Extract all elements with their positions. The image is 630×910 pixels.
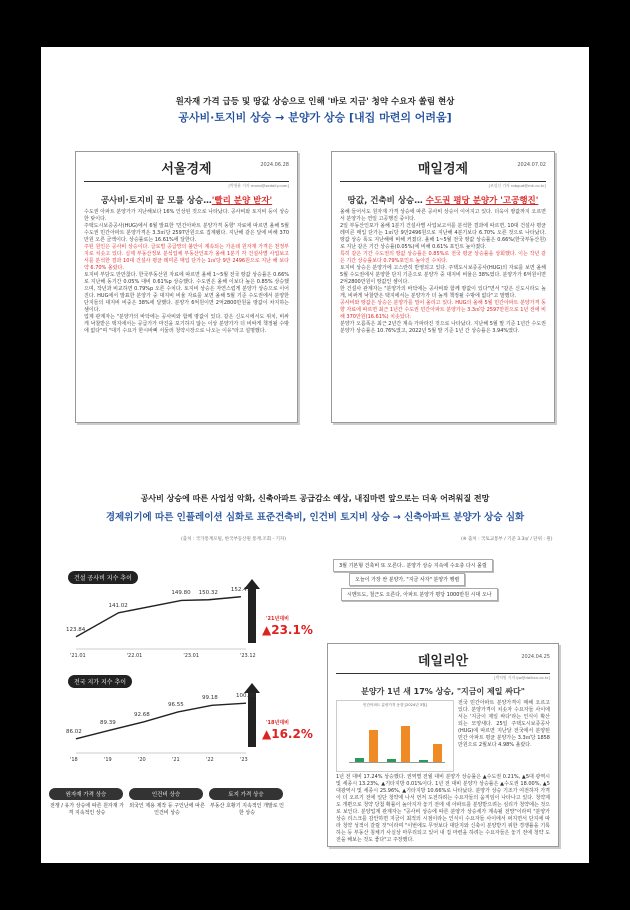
article-content [336, 700, 550, 772]
headline-strip: 오늘이 가장 싼 분양가, "지금 사자" 분양가 행렬 [349, 573, 465, 586]
mini-chart [336, 700, 454, 772]
paragraph: 주된 원인은 공사비 상승이다. 글로벌 공급망의 불안이 계속되는 가운데 원자재 가격은 천정부지로 치솟고 있다. 실제 부동산정보 분석업체 부동산인포가 올해 1분기 각 건설사별 사업보고서를 분석한 결과 10대 건설사 평균 레미콘 매입 단가는 1㎥당 9만 2496원으로 지난 해 보다 약 6.70% 올랐다. [84, 244, 289, 271]
mini-chart-plot [349, 711, 445, 763]
section1-title: 공사비·토지비 상승 → 분양가 상승 [내집 마련의 어려움] [178, 111, 452, 124]
x-tick-label: '19 [104, 757, 112, 763]
article-date: 2024.07.02 [517, 162, 546, 168]
article-headline [84, 194, 289, 206]
x-tick-label: '23.12 [240, 653, 256, 659]
article-headline: 분양가 1년 새 17% 상승, "지금이 제일 싸다" [361, 687, 525, 696]
paragraph: 토지비 부담도 만만찮다. 한국부동산원 자료에 따르면 올해 1~5월 전국 땅값 상승률은 0.66%로 지난해 동기간 0.05% 대비 0.61%p 상승했다. 수도권은 올해 이보다 높은 0.85% 상승했으며, 작년과 비교하면 0.79%p 오른 수치다. 토지비 상승은 자연스럽게 분양가 상승으로 이어진다. HUG에서 발표한 분양가 중 대지비 비율 자료를 보면 올해 5월 기준 수도권에서 분양한 단지들의 대지비 비중은 38%에 달했다. 분양가 6억원이면 2억2800만원을 땅값이 차지하는 셈이다. [84, 272, 289, 313]
paragraph: 분양가 오름폭은 최근 2년간 계속 가파라진 것으로 나타났다. 지난해 5월 말 기준 1년간 수도권 분양가 상승률은 10.76%였고, 2022년 5월 말 기준 1년 간 상승률은 3.94%였다. [340, 321, 546, 334]
article-headline [340, 194, 546, 206]
bar [369, 730, 378, 762]
series-line [76, 597, 241, 637]
byline: [박지원 기자 ljw@dailian.co.kr] [336, 673, 550, 681]
x-tick-label: '23 [240, 757, 248, 763]
change-label: '21년대비 [266, 616, 289, 622]
byline: [박형윤 기자 mono@sedaily.com] [84, 181, 289, 189]
x-tick-label: '21.01 [70, 653, 86, 659]
chart-title: 건설 공사비 지수 추이 [68, 571, 138, 584]
paragraph: 수도권 아파트 분양가가 지난해보다 16% 인상된 것으로 나타났다. 공사비와 토지비 등이 상승한 탓이다. [84, 209, 289, 222]
cause-tag: 원자재 가격 상승 [49, 788, 123, 800]
data-label: 89.39 [100, 720, 116, 727]
land-price-chart [66, 671, 313, 769]
article-date: 2024.06.28 [260, 162, 289, 168]
paragraph: 한 건설사 관계자는 "분양가의 바닥에는 공사비와 함께 땅값이 있다"면서 "같은 신도시라도 높게, 비싸게 낙찰받은 택지에서는 분양가가 더 높게 책정될 수밖에 없다"고 말했다. [340, 286, 546, 299]
headline-highlight: 수도권 평당 분양가 '고공행진' [425, 196, 539, 206]
headline-strip: 3월 기본형 건축비 또 오른다.. 분양가 상승 지속에 수요층 다시 몰릴 [333, 559, 493, 572]
headline-part: 땅값, 건축비 상승… [347, 196, 426, 206]
x-tick-label: '20 [138, 757, 146, 763]
change-value: ▲16.2% [262, 727, 313, 741]
x-tick-label: '18 [70, 757, 78, 763]
data-label: 150.32 [198, 589, 218, 596]
cause-description: 전쟁 / 유가 상승에 따른 원자재 가격 지속적인 상승 [49, 803, 124, 816]
article-dailian[interactable] [327, 643, 559, 847]
x-tick-label: '23.01 [183, 653, 200, 659]
change-label: '18년대비 [266, 720, 289, 726]
article-seoul[interactable] [75, 151, 298, 423]
newspaper-name: 매일경제 [417, 162, 469, 177]
chart-source-right: (※ 출처 : 국토교통부 / 기준 3.3㎡ / 단위 : 원) [461, 537, 553, 542]
mini-chart-title: 민간아파트 분양가격 동향 [2024년 3월] [363, 703, 427, 707]
paragraph: 공사비와 땅값은 상승은 분양가를 밀어 올리고 있다. HUG의 올해 5월 민간아파트 분양가격 동향 자료에 따르면 최근 1년간 수도권 민간아파트 분양가는 3.3㎡당 2597만원으로 1년 전에 비해 370만원(16.61%) 치솟았다. [340, 300, 546, 320]
article-body [340, 209, 546, 335]
x-tick-label: '22 [206, 757, 214, 763]
section1-subtitle: 원자재 가격 급등 및 땅값 상승으로 인해 '바로 지금' 청약 수요자 쏠림 현상 [175, 97, 455, 107]
paragraph: 주택도시보증공사(HUG)에서 6월 발표한 '민간아파트 분양가격 동향' 자료에 따르면 올해 5월 수도권 민간아파트 분양가격은 3.3㎡당 2597만원으로 집계됐다. 지난해 같은 달에 비해 370만원 오른 금액이다. 상승률로는 16.61%에 달한다. [84, 223, 289, 243]
cause-tag: 인건비 상승 [129, 788, 203, 800]
section2-title: 경제위기에 따른 인플레이션 심화로 표준건축비, 인건비 토지비 상승 → 신축아파트 분양가 상승 심화 [105, 512, 525, 523]
byline: [조성신 기자 robgud@mk.co.kr] [340, 181, 546, 189]
data-label: 99.18 [202, 695, 218, 702]
chart-title: 전국 지가 지수 추이 [68, 675, 132, 688]
data-label: 86.02 [66, 728, 82, 735]
bar [387, 759, 396, 762]
x-tick-label: '22.01 [126, 653, 143, 659]
article-body [84, 209, 289, 335]
bar [355, 758, 364, 762]
paragraph: 특히 같은 기간 수도권의 땅값 상승률은 0.85%로 전국 평균 상승률을 상회했다. 이는 작년 같은 기간 상승률보다 0.79%포인트 높아진 수치다. [340, 251, 546, 264]
data-label: 152.47 [230, 586, 251, 593]
x-tick-label: '21 [172, 757, 180, 763]
paragraph: 2일 부동산인포가 올해 1분기 건설사별 사업보고서를 분석한 결과에 따르면, 10대 건설사 평균 레미콘 매입 단가는 1㎥당 9만2496원으로 지난해 4분기보다 6.70% 오른 것으로 나타났다. 땅값 상승 폭도 지난해에 비해 커졌다. 올해 1~5월 전국 땅값 상승률은 0.66%(한국부동산원)로 지난 같은 기간 상승률(0.05%)에 비해 0.61% 포인트 높아졌다. [340, 223, 546, 250]
data-label: 96.55 [168, 701, 184, 708]
headline-highlight: '빨리 분양 받자' [211, 196, 273, 206]
bar [433, 744, 442, 762]
newspaper-name: 서울경제 [161, 162, 212, 177]
paragraph: 1년 전 대비 17.24% 상승했다. 권역별 전월 대비 분양가 상승률은 ▲수도권 0.21%, ▲5대 광역시 및 세종시 13.23%, ▲기타지방 0.01%이다. 1년 전 대비 분양가 상승률은 ▲수도권 18.00%, ▲5대광역시 및 세종시 25.96%, ▲기타지방 10.66%로 나타났다. 분양가 상승 기조가 여전하자 가격이 더 오르기 전에 일단 청약에 나서 먼저 도전하려는 수요자들의 움직임이 나타나고 있다. 청약제도 개편으로 청약 당첨 확률이 높아지자 놓기 전에 새 아파트를 분양받으려는 심리가 청약에는 것으로 보인다. 분양업계 관계자는 "공사비 상승에 따른 분양가 상승세가 계속될 전망"이라며 "분양가 상승 리스크를 감안하면 지금이 최적의 시점이라는 인식이 수요자들 사이에서 퍼지면서 단지에 따라 청약 성적이 갈릴 것"이라며 "이번에도 무엇보다 대단지와 신축이 분양받기 위한 경쟁률을 기록하는 등 부동산 침체기 사실상 마무리되고 있어 내 집 마련을 하려는 수요자들은 놓기 전에 청약 도전을 해보는 것도 좋다"고 주장했다. [336, 774, 550, 843]
data-label: 149.80 [171, 590, 191, 597]
paragraph: 전국 민간아파트 분양가격이 매해 오르고 있다. 분양가격이 치솟자 수요자들 사이에서는 '지금이 제일 싸다'라는 인식이 확산되는 모양새다. 25일 주택도시보증공사(HUG)에 따르면 지난달 전국에서 분양된 민간 아파트 평균 분양가는 3.3㎡당 1858만원으로 2월보다 4.98% 올랐다. [458, 700, 550, 748]
headline-strip: 시멘트도, 철근도 오른다, 아파트 분양가 평당 1000만원 시대 오나 [341, 588, 498, 601]
construction-cost-chart [66, 567, 313, 667]
data-label: 92.68 [134, 711, 150, 718]
cause-description: 부동산 호황기 지속적인 개발로 인한 상승 [210, 803, 284, 816]
headline-part: 공사비·토지비 끝 모를 상승… [100, 196, 212, 206]
data-label: 100.00 [236, 693, 256, 700]
paragraph: 토지비 상승은 분양가에 고스란히 반영되고 있다. 주택도시보증공사(HUG)의 자료를 보면 올해 5월 수도권에서 분양한 단지 기준으로 분양가 중 대지비 비율은 38%였다. 분양가가 6억원이면 2억2800만원이 땅값인 셈이다. [340, 265, 546, 285]
article-maeil[interactable] [331, 151, 555, 423]
bar [419, 760, 428, 762]
section2-subtitle: 공사비 상승에 따른 사업성 악화, 신축아파트 공급감소 예상, 내집마련 앞으로는 더욱 어려워질 전망 [140, 494, 490, 503]
article-date: 2024.04.25 [521, 654, 550, 660]
paragraph: 올해 들어서도 원자재 가격 상승에 따른 공사비 상승이 이어지고 있다. 더욱이 땅값까지 오르면서 분양가는 연일 고공행진 중이다. [340, 209, 546, 222]
cause-description: 외국인 제용 제작 등 구인난에 따른 인건비 상승 [129, 803, 205, 816]
page [41, 47, 589, 863]
cause-tag: 토지 가격 상승 [209, 788, 283, 800]
change-value: ▲23.1% [262, 623, 313, 637]
newspaper-name: 데일리안 [417, 654, 469, 669]
line-plot [66, 567, 266, 667]
paragraph: 업계 관계자는 "분양가의 바닥에는 공사비와 함께 땅값이 있다. 같은 신도시에서도 위치, 비싸게 낙찰받은 택지에서는 공급가가 마진을 포기하지 않는 이상 분양가가 더 비싸게 책정될 수밖에 없다"며 "대기 수요가 한시바삐 서둘러 청약시장으로 나오는 이유"라고 설명했다. [84, 314, 289, 334]
data-label: 123.84 [66, 626, 86, 633]
line-plot [66, 671, 266, 771]
chart-source-left: (출처 : 국가통계포털, 한국부동산원 통계.조회 - 기자) [181, 537, 287, 542]
bar [401, 726, 410, 762]
data-label: 141.02 [108, 602, 128, 609]
